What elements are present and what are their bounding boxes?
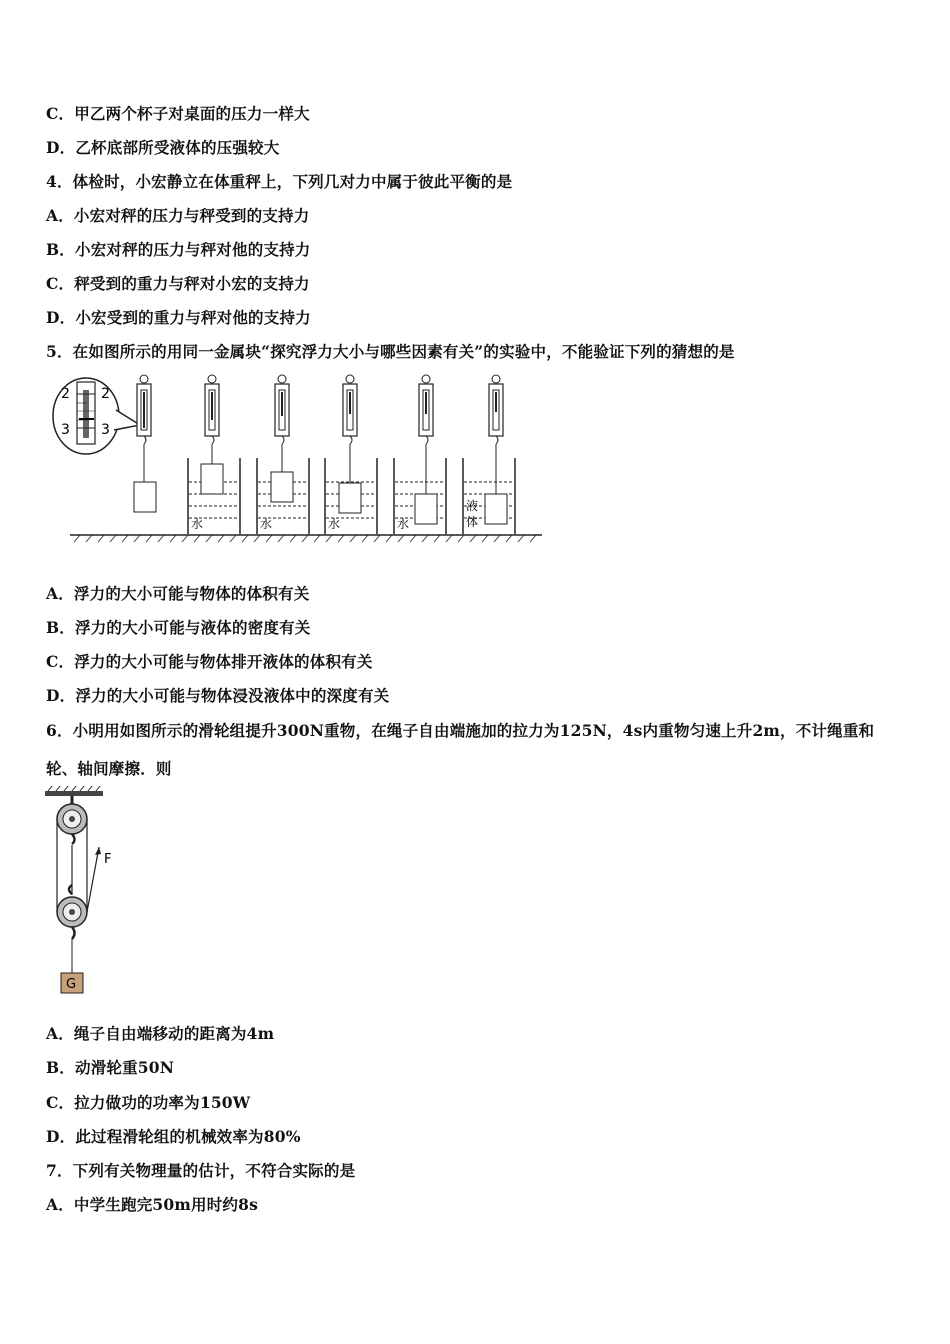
- q6-option-a: A．绳子自由端移动的距离为4m: [46, 1024, 275, 1043]
- scale-label-3-left: 3: [61, 422, 70, 438]
- q4-stem: 4．体检时，小宏静立在体重秤上，下列几对力中属于彼此平衡的是: [46, 172, 513, 191]
- ceiling: [45, 786, 103, 796]
- q4-option-c: C．秤受到的重力与秤对小宏的支持力: [46, 274, 310, 293]
- movable-pulley: [57, 885, 87, 973]
- beaker-3: [257, 375, 309, 534]
- q3-option-d: D．乙杯底部所受液体的压强较大: [46, 138, 280, 157]
- beaker-2: [188, 375, 240, 534]
- q5-stem: 5．在如图所示的用同一金属块“探究浮力大小与哪些因素有关”的实验中，不能验证下列的猜想的是: [46, 342, 735, 361]
- weight-block: [61, 973, 83, 993]
- beaker-6-liquid-label-2: 体: [466, 515, 479, 529]
- q5-option-b: B．浮力的大小可能与液体的密度有关: [46, 618, 311, 637]
- q4-option-b: B．小宏对秤的压力与秤对他的支持力: [46, 240, 311, 259]
- beaker-2-water-label: 水: [191, 517, 204, 531]
- beaker-3-water-label: 水: [260, 517, 273, 531]
- force-label: F: [104, 852, 112, 867]
- fixed-pulley: [57, 796, 87, 844]
- beaker-4-water-label: 水: [328, 517, 341, 531]
- pulley-system-figure: [42, 785, 132, 1000]
- q6-stem-line1: 6．小明用如图所示的滑轮组提升300N重物，在绳子自由端施加的拉力为125N，4s内重物匀速上升2m，不计绳重和: [46, 721, 875, 740]
- q6-option-d: D．此过程滑轮组的机械效率为80%: [46, 1127, 301, 1146]
- beaker-6: [463, 375, 515, 534]
- q6-option-c: C．拉力做功的功率为150W: [46, 1093, 251, 1112]
- magnified-scale-bubble: [53, 378, 140, 454]
- rope-free-end: [87, 847, 99, 912]
- q7-stem: 7．下列有关物理量的估计，不符合实际的是: [46, 1161, 356, 1180]
- beaker-4: [325, 375, 377, 534]
- beaker-5-water-label: 水: [397, 517, 410, 531]
- q4-option-d: D．小宏受到的重力与秤对他的支持力: [46, 308, 311, 327]
- q6-stem-line2: 轮、轴间摩擦．则: [46, 759, 172, 778]
- weight-label: G: [66, 977, 77, 992]
- q6-option-b: B．动滑轮重50N: [46, 1058, 175, 1077]
- scale-label-2-left: 2: [61, 386, 70, 402]
- spring-scale-1: [134, 375, 156, 512]
- scale-label-3-right: 3: [101, 422, 110, 438]
- ground-line: [70, 535, 542, 542]
- beaker-6-liquid-label-1: 液: [466, 499, 479, 513]
- scale-label-2-right: 2: [101, 386, 110, 402]
- beaker-5: [394, 375, 446, 534]
- q5-option-a: A．浮力的大小可能与物体的体积有关: [46, 584, 310, 603]
- q3-option-c: C．甲乙两个杯子对桌面的压力一样大: [46, 104, 310, 123]
- q7-option-a: A．中学生跑完50m用时约8s: [46, 1195, 259, 1214]
- q5-option-c: C．浮力的大小可能与物体排开液体的体积有关: [46, 652, 373, 671]
- q4-option-a: A．小宏对秤的压力与秤受到的支持力: [46, 206, 310, 225]
- q5-option-d: D．浮力的大小可能与物体浸没液体中的深度有关: [46, 686, 390, 705]
- buoyancy-experiment-figure: [50, 370, 550, 545]
